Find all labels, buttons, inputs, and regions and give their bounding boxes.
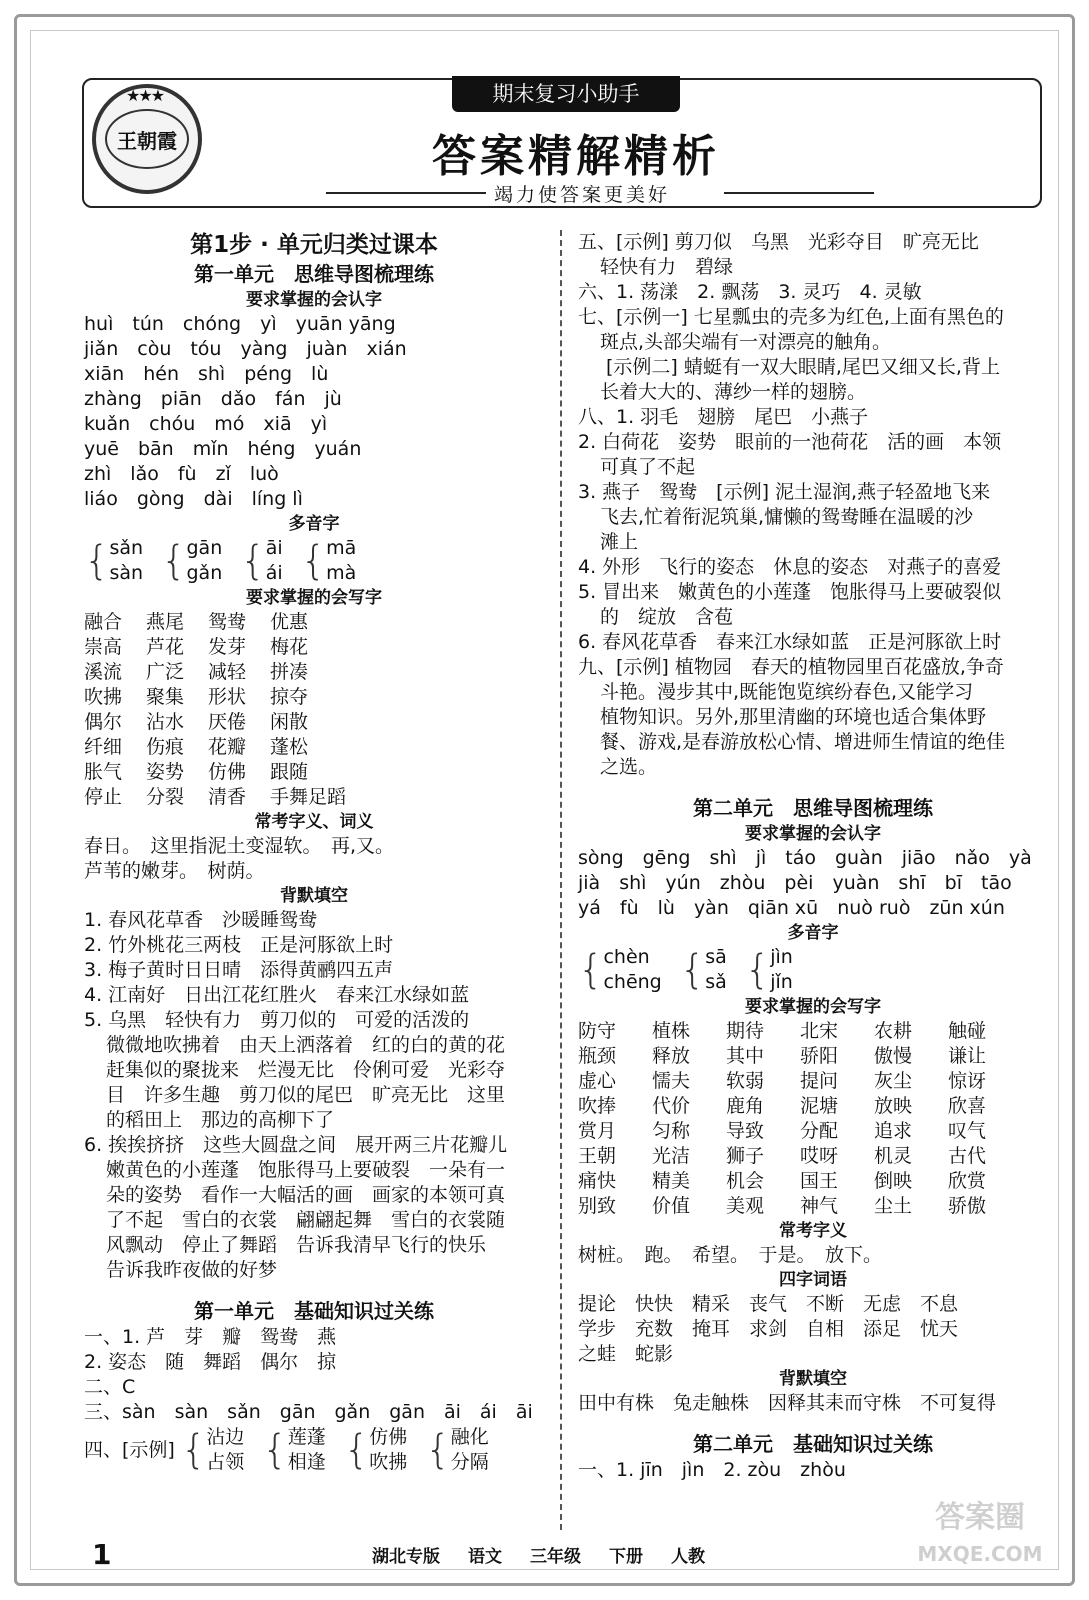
write-chars-table bbox=[84, 610, 544, 810]
right-column bbox=[578, 230, 1048, 1483]
word-cell: 狮子 bbox=[726, 1145, 765, 1167]
word-cell: 纤细 bbox=[84, 736, 123, 758]
unit2-basic-title: 第二单元 基础知识过关练 bbox=[693, 1432, 933, 1456]
polyphone-pair bbox=[266, 536, 283, 586]
polyphone-reading: sā bbox=[705, 946, 727, 968]
polyphone-pair bbox=[187, 536, 223, 586]
brace-icon: { bbox=[180, 1427, 207, 1473]
word-row bbox=[84, 710, 544, 735]
pinyin-row: huì tún chóng yì yuān yāng bbox=[84, 313, 396, 335]
pinyin-row: liáo gòng dài líng lì bbox=[84, 488, 303, 510]
word-row bbox=[578, 1094, 1048, 1119]
answer-row: 六、1. 荡漾 2. 飘荡 3. 灵巧 4. 灵敏 bbox=[578, 281, 922, 303]
header-tag: 期末复习小助手 bbox=[452, 76, 680, 112]
crown-icon: ★★★ bbox=[126, 86, 164, 105]
unit2-meaning-row: 树桩。 跑。 希望。 于是。 放下。 bbox=[578, 1244, 883, 1266]
answer-row: 飞去,忙着衔泥筑巢,慵懒的鸳鸯睡在温暖的沙 bbox=[600, 506, 974, 528]
word-cell: 软弱 bbox=[726, 1070, 765, 1092]
word-cell: 懦夫 bbox=[652, 1070, 691, 1092]
idiom-row: 学步 充数 掩耳 求剑 自相 添足 忧天 bbox=[578, 1318, 959, 1340]
recite-row: 微微地吹拂着 由天上洒落着 红的白的黄的花 bbox=[106, 1034, 506, 1056]
word-cell: 骄阳 bbox=[800, 1045, 839, 1067]
recite-row: 嫩黄色的小莲蓬 饱胀得马上要破裂 一朵有一 bbox=[106, 1159, 506, 1181]
poly-title: 多音字 bbox=[288, 514, 340, 534]
unit2-recite-title: 背默填空 bbox=[779, 1369, 847, 1389]
header-box bbox=[82, 78, 1042, 208]
polyphone-reading: 沾边 bbox=[206, 1426, 245, 1448]
polyphone-reading: sàn bbox=[109, 562, 144, 584]
pinyin-row: yá fù lù yàn qiān xū nuò ruò zūn xún bbox=[578, 897, 1005, 919]
recite-row: 4. 江南好 日出江花红胜火 春来江水绿如蓝 bbox=[84, 984, 470, 1006]
word-cell: 掠夺 bbox=[270, 686, 309, 708]
word-cell: 痛快 bbox=[578, 1170, 617, 1192]
word-row bbox=[84, 735, 544, 760]
polyphone-reading: 吹拂 bbox=[369, 1451, 408, 1473]
subtitle-rule-left bbox=[326, 192, 486, 194]
word-cell: 沾水 bbox=[146, 711, 185, 733]
recite-row: 2. 竹外桃花三两枝 正是河豚欲上时 bbox=[84, 934, 394, 956]
word-row bbox=[84, 685, 544, 710]
answer-row: 之选。 bbox=[600, 756, 658, 778]
answer-row: 滩上 bbox=[600, 531, 639, 553]
brace-icon: { bbox=[425, 1427, 451, 1473]
answer-row: 八、1. 羽毛 翅膀 尾巴 小燕子 bbox=[578, 406, 869, 428]
word-cell: 价值 bbox=[652, 1195, 691, 1217]
polyphone-reading: jǐn bbox=[770, 971, 793, 993]
polyphone-group bbox=[578, 945, 662, 995]
answer-row: 餐、游戏,是春游放松心情、增进师生情谊的绝佳 bbox=[600, 731, 1006, 753]
unit2-write-table bbox=[578, 1019, 1048, 1219]
page-number: 1 bbox=[92, 1538, 112, 1571]
word-cell: 优惠 bbox=[270, 611, 309, 633]
polyphone-group bbox=[344, 1425, 407, 1475]
word-cell: 减轻 bbox=[208, 661, 247, 683]
write-title: 要求掌握的会写字 bbox=[246, 588, 382, 608]
word-row bbox=[578, 1069, 1048, 1094]
word-cell: 伤痕 bbox=[146, 736, 185, 758]
word-row bbox=[84, 610, 544, 635]
answer-row: 植物知识。另外,那里清幽的环境也适合集体野 bbox=[600, 706, 987, 728]
unit2-recite-row: 田中有株 兔走触株 因释其耒而守株 不可复得 bbox=[578, 1392, 997, 1414]
word-row bbox=[578, 1019, 1048, 1044]
polyphone-reading: mà bbox=[326, 562, 357, 584]
word-cell: 惊讶 bbox=[948, 1070, 987, 1092]
logo-text: 王朝霞 bbox=[105, 109, 189, 169]
polyphone-reading: mā bbox=[326, 537, 357, 559]
answer-row: 七、[示例一] 七星瓢虫的壳多为红色,上面有黑色的 bbox=[578, 306, 1004, 328]
word-cell: 傲慢 bbox=[874, 1045, 913, 1067]
word-cell: 欣赏 bbox=[948, 1170, 987, 1192]
answer-row: 4. 外形 飞行的姿态 休息的姿态 对燕子的喜爱 bbox=[578, 556, 1002, 578]
pinyin-row: zhì lǎo fù zǐ luò bbox=[84, 463, 279, 485]
word-cell: 偶尔 bbox=[84, 711, 123, 733]
answer-row: 斑点,头部尖端有一对漂亮的触角。 bbox=[600, 331, 892, 353]
word-row bbox=[578, 1144, 1048, 1169]
polyphone-reading: sǎ bbox=[705, 971, 727, 993]
word-cell: 触碰 bbox=[948, 1020, 987, 1042]
word-cell: 发芽 bbox=[208, 636, 247, 658]
word-cell: 跟随 bbox=[270, 761, 309, 783]
word-cell: 手舞足蹈 bbox=[270, 786, 347, 808]
polyphone-reading: 相逢 bbox=[287, 1451, 326, 1473]
recite-row: 风飘动 停止了舞蹈 告诉我清早飞行的快乐 bbox=[106, 1234, 487, 1256]
word-cell: 胀气 bbox=[84, 761, 123, 783]
polyphone-reading: 仿佛 bbox=[369, 1426, 408, 1448]
word-cell: 分裂 bbox=[146, 786, 185, 808]
watermark-line1: 答案圈 bbox=[935, 1500, 1025, 1535]
polyphone-group bbox=[680, 945, 727, 995]
word-cell: 哎呀 bbox=[800, 1145, 839, 1167]
polyphone-pair bbox=[451, 1425, 489, 1475]
word-cell: 瓶颈 bbox=[578, 1045, 617, 1067]
basic-row: 二、C bbox=[84, 1376, 136, 1398]
polyphone-reading: gǎn bbox=[186, 562, 223, 584]
word-cell: 古代 bbox=[948, 1145, 987, 1167]
word-cell: 北宋 bbox=[800, 1020, 839, 1042]
polyphone-group bbox=[240, 536, 282, 586]
word-cell: 尘土 bbox=[874, 1195, 913, 1217]
pinyin-row: jià shì yún zhòu pèi yuàn shī bī tāo bbox=[578, 872, 1012, 894]
polyphone-reading: 融化 bbox=[450, 1426, 489, 1448]
unit2-pinyin-list bbox=[578, 846, 1048, 921]
footer-edition: 湖北专版 bbox=[372, 1547, 440, 1567]
word-row bbox=[84, 760, 544, 785]
brace-icon: { bbox=[744, 947, 771, 993]
brace-icon: { bbox=[343, 1427, 370, 1473]
polyphone-group bbox=[161, 536, 222, 586]
recite-title: 背默填空 bbox=[280, 886, 348, 906]
watermark-line2: MXQE.COM bbox=[917, 1542, 1043, 1566]
column-divider bbox=[560, 230, 562, 1530]
answer-row: 九、[示例] 植物园 春天的植物园里百花盛放,争奇 bbox=[578, 656, 1004, 678]
word-cell: 欣喜 bbox=[948, 1095, 987, 1117]
word-cell: 吹捧 bbox=[578, 1095, 617, 1117]
word-cell: 厌倦 bbox=[208, 711, 247, 733]
word-cell: 梅花 bbox=[270, 636, 309, 658]
word-row bbox=[578, 1169, 1048, 1194]
answer-row: 可真了不起 bbox=[600, 456, 696, 478]
unit2-read-title: 要求掌握的会认字 bbox=[745, 824, 881, 844]
step-title: 第1步 · 单元归类过课本 bbox=[190, 232, 438, 258]
word-cell: 鹿角 bbox=[726, 1095, 765, 1117]
polyphone-pair bbox=[603, 945, 661, 995]
polyphone-group bbox=[181, 1425, 244, 1475]
polyphone-group bbox=[84, 536, 143, 586]
polyphone-reading: āi bbox=[265, 537, 283, 559]
word-cell: 清香 bbox=[208, 786, 247, 808]
unit2-idiom-list bbox=[578, 1292, 1048, 1367]
footer-info bbox=[372, 1542, 705, 1567]
unit2-poly-title: 多音字 bbox=[787, 923, 839, 943]
q4-pairs bbox=[181, 1425, 489, 1475]
idiom-row: 之蛙 蛇影 bbox=[578, 1343, 674, 1365]
word-cell: 花瓣 bbox=[208, 736, 247, 758]
polyphone-group bbox=[425, 1425, 488, 1475]
polyphone-group bbox=[745, 945, 793, 995]
word-cell: 聚集 bbox=[146, 686, 185, 708]
word-cell: 倒映 bbox=[874, 1170, 913, 1192]
recite-list bbox=[84, 908, 544, 1283]
word-cell: 导致 bbox=[726, 1120, 765, 1142]
brace-icon: { bbox=[84, 538, 110, 584]
word-cell: 姿势 bbox=[146, 761, 185, 783]
answer-row: 6. 春风花草香 春来江水绿如蓝 正是河豚欲上时 bbox=[578, 631, 1002, 653]
page-title: 答案精解精析 bbox=[432, 131, 720, 182]
word-cell: 闲散 bbox=[270, 711, 309, 733]
word-cell: 燕尾 bbox=[146, 611, 185, 633]
q4-row bbox=[84, 1425, 544, 1475]
word-cell: 匀称 bbox=[652, 1120, 691, 1142]
polyphone-pair bbox=[770, 945, 793, 995]
polyphone-list bbox=[84, 536, 544, 586]
recite-row: 的稻田上 那边的高柳下了 bbox=[106, 1109, 335, 1131]
meaning-row: 芦苇的嫩芽。 树荫。 bbox=[84, 860, 265, 882]
footer-grade: 三年级 bbox=[530, 1547, 581, 1567]
left-column bbox=[84, 230, 544, 1475]
brace-icon: { bbox=[300, 538, 327, 584]
word-cell: 分配 bbox=[800, 1120, 839, 1142]
polyphone-reading: sǎn bbox=[109, 537, 144, 559]
word-cell: 放映 bbox=[874, 1095, 913, 1117]
unit2-meaning-title: 常考字义 bbox=[779, 1221, 847, 1241]
word-cell: 停止 bbox=[84, 786, 123, 808]
word-cell: 精美 bbox=[652, 1170, 691, 1192]
brace-icon: { bbox=[161, 538, 187, 584]
polyphone-reading: 莲蓬 bbox=[287, 1426, 326, 1448]
unit2-title: 第二单元 思维导图梳理练 bbox=[693, 796, 933, 820]
word-cell: 神气 bbox=[800, 1195, 839, 1217]
word-cell: 虚心 bbox=[578, 1070, 617, 1092]
word-row bbox=[578, 1119, 1048, 1144]
unit2-polyphone-list bbox=[578, 945, 1048, 995]
word-cell: 光洁 bbox=[652, 1145, 691, 1167]
pinyin-row: sòng gēng shì jì táo guàn jiāo nǎo yà bbox=[578, 847, 1032, 869]
watermark bbox=[900, 1500, 1060, 1580]
word-cell: 形状 bbox=[208, 686, 247, 708]
word-cell: 追求 bbox=[874, 1120, 913, 1142]
pinyin-row: yuē bān mǐn héng yuán bbox=[84, 438, 362, 460]
basic-row: 三、sàn sàn sǎn gān gǎn gān āi ái āi bbox=[84, 1401, 533, 1423]
meaning-title: 常考字义、词义 bbox=[254, 812, 374, 832]
word-row bbox=[578, 1194, 1048, 1219]
answer-row: 的 绽放 含苞 bbox=[600, 606, 734, 628]
polyphone-pair bbox=[288, 1425, 326, 1475]
answer-row: [示例二] 蜻蜓有一双大眼睛,尾巴又细又长,背上 bbox=[606, 356, 1000, 378]
subtitle-rule-right bbox=[724, 192, 874, 194]
recite-row: 赶集似的聚拢来 烂漫无比 伶俐可爱 光彩夺 bbox=[106, 1059, 506, 1081]
unit1-basic-title: 第一单元 基础知识过关练 bbox=[194, 1299, 434, 1323]
recite-row: 朵的姿势 看作一大幅活的画 画家的本领可真 bbox=[106, 1184, 506, 1206]
brace-icon: { bbox=[679, 947, 706, 993]
recite-row: 1. 春风花草香 沙暖睡鸳鸯 bbox=[84, 909, 318, 931]
word-cell: 谦让 bbox=[948, 1045, 987, 1067]
polyphone-reading: 分隔 bbox=[450, 1451, 489, 1473]
polyphone-pair bbox=[206, 1425, 244, 1475]
brand-logo bbox=[92, 84, 202, 194]
recite-row: 了不起 雪白的衣裳 翩翩起舞 雪白的衣裳随 bbox=[106, 1209, 506, 1231]
recite-row: 5. 乌黑 轻快有力 剪刀似的 可爱的活泼的 bbox=[84, 1009, 470, 1031]
answer-row: 5. 冒出来 嫩黄色的小莲蓬 饱胀得马上要破裂似 bbox=[578, 581, 1002, 603]
word-cell: 溪流 bbox=[84, 661, 123, 683]
unit2-write-title: 要求掌握的会写字 bbox=[745, 997, 881, 1017]
word-cell: 赏月 bbox=[578, 1120, 617, 1142]
word-row bbox=[84, 660, 544, 685]
pinyin-row: xiān hén shì péng lù bbox=[84, 363, 329, 385]
word-cell: 机会 bbox=[726, 1170, 765, 1192]
word-cell: 仿佛 bbox=[208, 761, 247, 783]
recite-row: 6. 挨挨挤挤 这些大圆盘之间 展开两三片花瓣儿 bbox=[84, 1134, 508, 1156]
word-cell: 崇高 bbox=[84, 636, 123, 658]
pinyin-row: jiǎn còu tóu yàng juàn xián bbox=[84, 338, 407, 360]
recite-row: 告诉我昨夜做的好梦 bbox=[106, 1259, 278, 1281]
recite-row: 3. 梅子黄时日日晴 添得黄鹂四五声 bbox=[84, 959, 394, 981]
word-row bbox=[84, 635, 544, 660]
answer-row: 斗艳。漫步其中,既能饱览缤纷春色,又能学习 bbox=[600, 681, 974, 703]
pinyin-row: kuǎn chóu mó xiā yì bbox=[84, 413, 328, 435]
pinyin-list bbox=[84, 312, 544, 512]
unit1-answers-continued bbox=[578, 230, 1048, 780]
recite-row: 目 许多生趣 剪刀似的尾巴 旷亮无比 这里 bbox=[106, 1084, 506, 1106]
unit1-title: 第一单元 思维导图梳理练 bbox=[194, 262, 434, 286]
read-chars-title: 要求掌握的会认字 bbox=[246, 290, 382, 310]
word-cell: 融合 bbox=[84, 611, 123, 633]
answer-row: 3. 燕子 鸳鸯 [示例] 泥土湿润,燕子轻盈地飞来 bbox=[578, 481, 991, 503]
answer-row: 五、[示例] 剪刀似 乌黑 光彩夺目 旷亮无比 bbox=[578, 231, 979, 253]
polyphone-pair bbox=[705, 945, 727, 995]
meaning-row: 春日。 这里指泥土变湿软。 再,又。 bbox=[84, 835, 395, 857]
word-cell: 广泛 bbox=[146, 661, 185, 683]
word-cell: 拼凑 bbox=[270, 661, 309, 683]
word-cell: 美观 bbox=[726, 1195, 765, 1217]
word-cell: 灰尘 bbox=[874, 1070, 913, 1092]
brace-icon: { bbox=[240, 538, 266, 584]
word-cell: 国王 bbox=[800, 1170, 839, 1192]
polyphone-pair bbox=[109, 536, 143, 586]
basic-answers bbox=[84, 1325, 544, 1425]
word-cell: 叹气 bbox=[948, 1120, 987, 1142]
page-subtitle: 竭力使答案更美好 bbox=[494, 184, 671, 206]
word-cell: 蓬松 bbox=[270, 736, 309, 758]
word-cell: 芦花 bbox=[146, 636, 185, 658]
footer-publisher: 人教 bbox=[671, 1547, 705, 1567]
word-cell: 骄傲 bbox=[948, 1195, 987, 1217]
answer-row: 长着大大的、薄纱一样的翅膀。 bbox=[600, 381, 867, 403]
polyphone-pair bbox=[326, 536, 356, 586]
word-cell: 王朝 bbox=[578, 1145, 617, 1167]
unit2-basic-row: 一、1. jīn jìn 2. zòu zhòu bbox=[578, 1459, 846, 1481]
word-cell: 释放 bbox=[652, 1045, 691, 1067]
word-cell: 泥塘 bbox=[800, 1095, 839, 1117]
word-cell: 吹拂 bbox=[84, 686, 123, 708]
polyphone-group bbox=[301, 536, 357, 586]
word-cell: 鸳鸯 bbox=[208, 611, 247, 633]
word-cell: 农耕 bbox=[874, 1020, 913, 1042]
polyphone-reading: chēng bbox=[603, 971, 662, 993]
word-cell: 提问 bbox=[800, 1070, 839, 1092]
polyphone-reading: jìn bbox=[770, 946, 793, 968]
polyphone-pair bbox=[369, 1425, 407, 1475]
polyphone-group bbox=[262, 1425, 325, 1475]
idiom-row: 提论 快快 精采 丧气 不断 无虑 不息 bbox=[578, 1293, 959, 1315]
basic-row: 2. 姿态 随 舞蹈 偶尔 掠 bbox=[84, 1351, 337, 1373]
answer-row: 轻快有力 碧绿 bbox=[600, 256, 734, 278]
word-cell: 别致 bbox=[578, 1195, 617, 1217]
word-cell: 其中 bbox=[726, 1045, 765, 1067]
word-row bbox=[84, 785, 544, 810]
word-row bbox=[578, 1044, 1048, 1069]
footer-term: 下册 bbox=[609, 1547, 643, 1567]
polyphone-reading: chèn bbox=[603, 946, 650, 968]
brace-icon: { bbox=[262, 1427, 288, 1473]
polyphone-reading: 占领 bbox=[206, 1451, 245, 1473]
footer-subject: 语文 bbox=[468, 1547, 502, 1567]
polyphone-reading: gān bbox=[186, 537, 223, 559]
word-cell: 防守 bbox=[578, 1020, 617, 1042]
q4-label: 四、[示例] bbox=[84, 1438, 175, 1461]
answer-row: 2. 白荷花 姿势 眼前的一池荷花 活的画 本领 bbox=[578, 431, 1002, 453]
word-cell: 期待 bbox=[726, 1020, 765, 1042]
brace-icon: { bbox=[578, 947, 604, 993]
polyphone-reading: ái bbox=[265, 562, 283, 584]
pinyin-row: zhàng piān dǎo fán jù bbox=[84, 388, 342, 410]
unit2-idiom-title: 四字词语 bbox=[779, 1270, 847, 1290]
basic-row: 一、1. 芦 芽 瓣 鸳鸯 燕 bbox=[84, 1326, 337, 1348]
word-cell: 植株 bbox=[652, 1020, 691, 1042]
word-cell: 机灵 bbox=[874, 1145, 913, 1167]
word-cell: 代价 bbox=[652, 1095, 691, 1117]
meaning-list bbox=[84, 834, 544, 884]
